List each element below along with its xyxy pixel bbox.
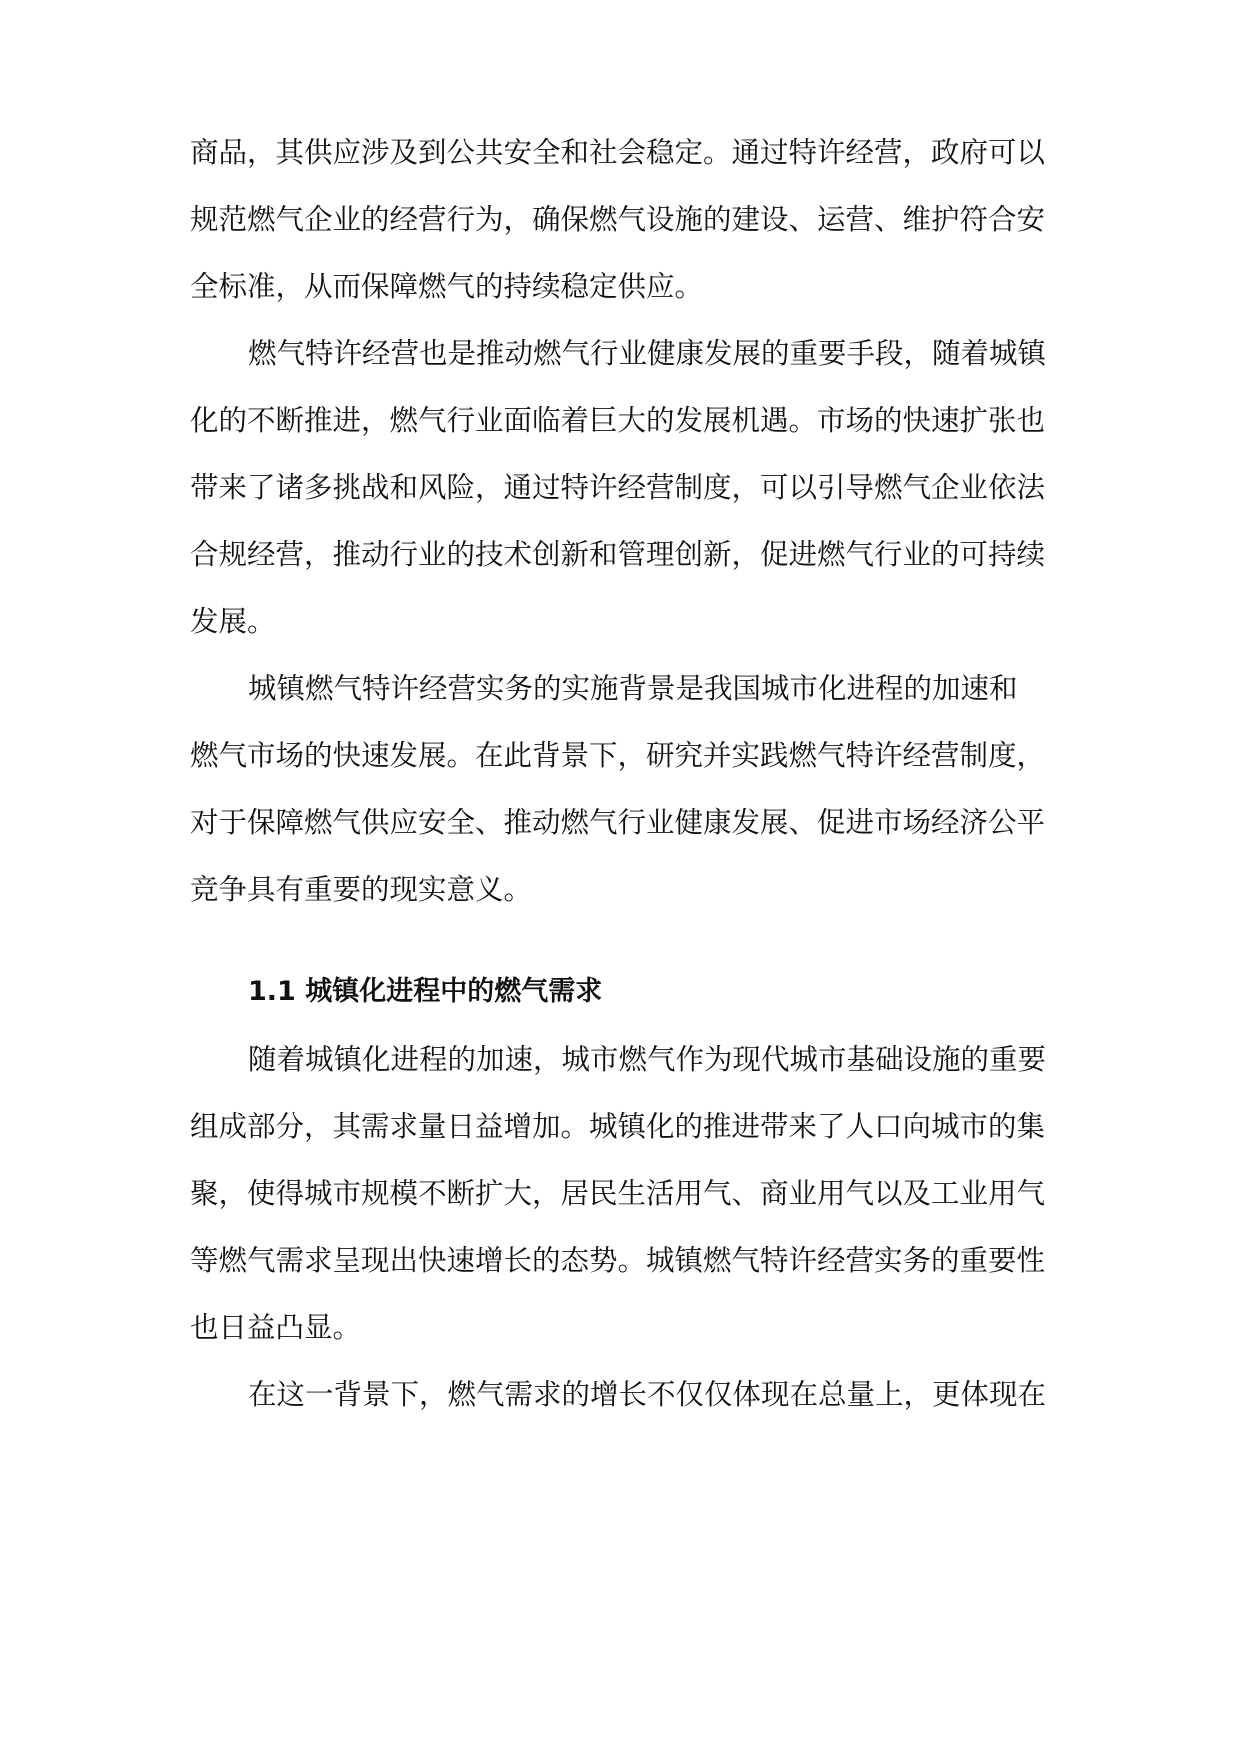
body-text-line: 全标准，从而保障燃气的持续稳定供应。 <box>190 270 704 303</box>
body-text-line: 燃气特许经营也是推动燃气行业健康发展的重要手段，随着城镇 <box>248 337 1047 370</box>
body-text-line: 化的不断推进，燃气行业面临着巨大的发展机遇。市场的快速扩张也 <box>190 404 1046 437</box>
body-text-line: 在这一背景下，燃气需求的增长不仅仅体现在总量上，更体现在 <box>248 1378 1047 1411</box>
body-text-line: 燃气市场的快速发展。在此背景下，研究并实践燃气特许经营制度， <box>190 739 1046 772</box>
body-text-line: 组成部分，其需求量日益增加。城镇化的推进带来了人口向城市的集 <box>190 1110 1046 1143</box>
body-text-line: 竞争具有重要的现实意义。 <box>190 873 533 906</box>
section-heading: 1.1 城镇化进程中的燃气需求 <box>248 976 603 1007</box>
body-text-line: 等燃气需求呈现出快速增长的态势。城镇燃气特许经营实务的重要性 <box>190 1244 1046 1277</box>
body-text-line: 也日益凸显。 <box>190 1311 362 1344</box>
body-text-line: 发展。 <box>190 605 276 638</box>
body-text-line: 对于保障燃气供应安全、推动燃气行业健康发展、促进市场经济公平 <box>190 806 1046 839</box>
body-text-line: 商品，其供应涉及到公共安全和社会稳定。通过特许经营，政府可以 <box>190 136 1046 169</box>
body-text-line: 带来了诸多挑战和风险，通过特许经营制度，可以引导燃气企业依法 <box>190 471 1046 504</box>
body-text-line: 合规经营，推动行业的技术创新和管理创新，促进燃气行业的可持续 <box>190 538 1046 571</box>
body-text-line: 随着城镇化进程的加速，城市燃气作为现代城市基础设施的重要 <box>248 1043 1047 1076</box>
body-text-line: 聚，使得城市规模不断扩大，居民生活用气、商业用气以及工业用气 <box>190 1177 1046 1210</box>
body-text-line: 城镇燃气特许经营实务的实施背景是我国城市化进程的加速和 <box>248 672 1018 705</box>
body-text-line: 规范燃气企业的经营行为，确保燃气设施的建设、运营、维护符合安 <box>190 203 1046 236</box>
